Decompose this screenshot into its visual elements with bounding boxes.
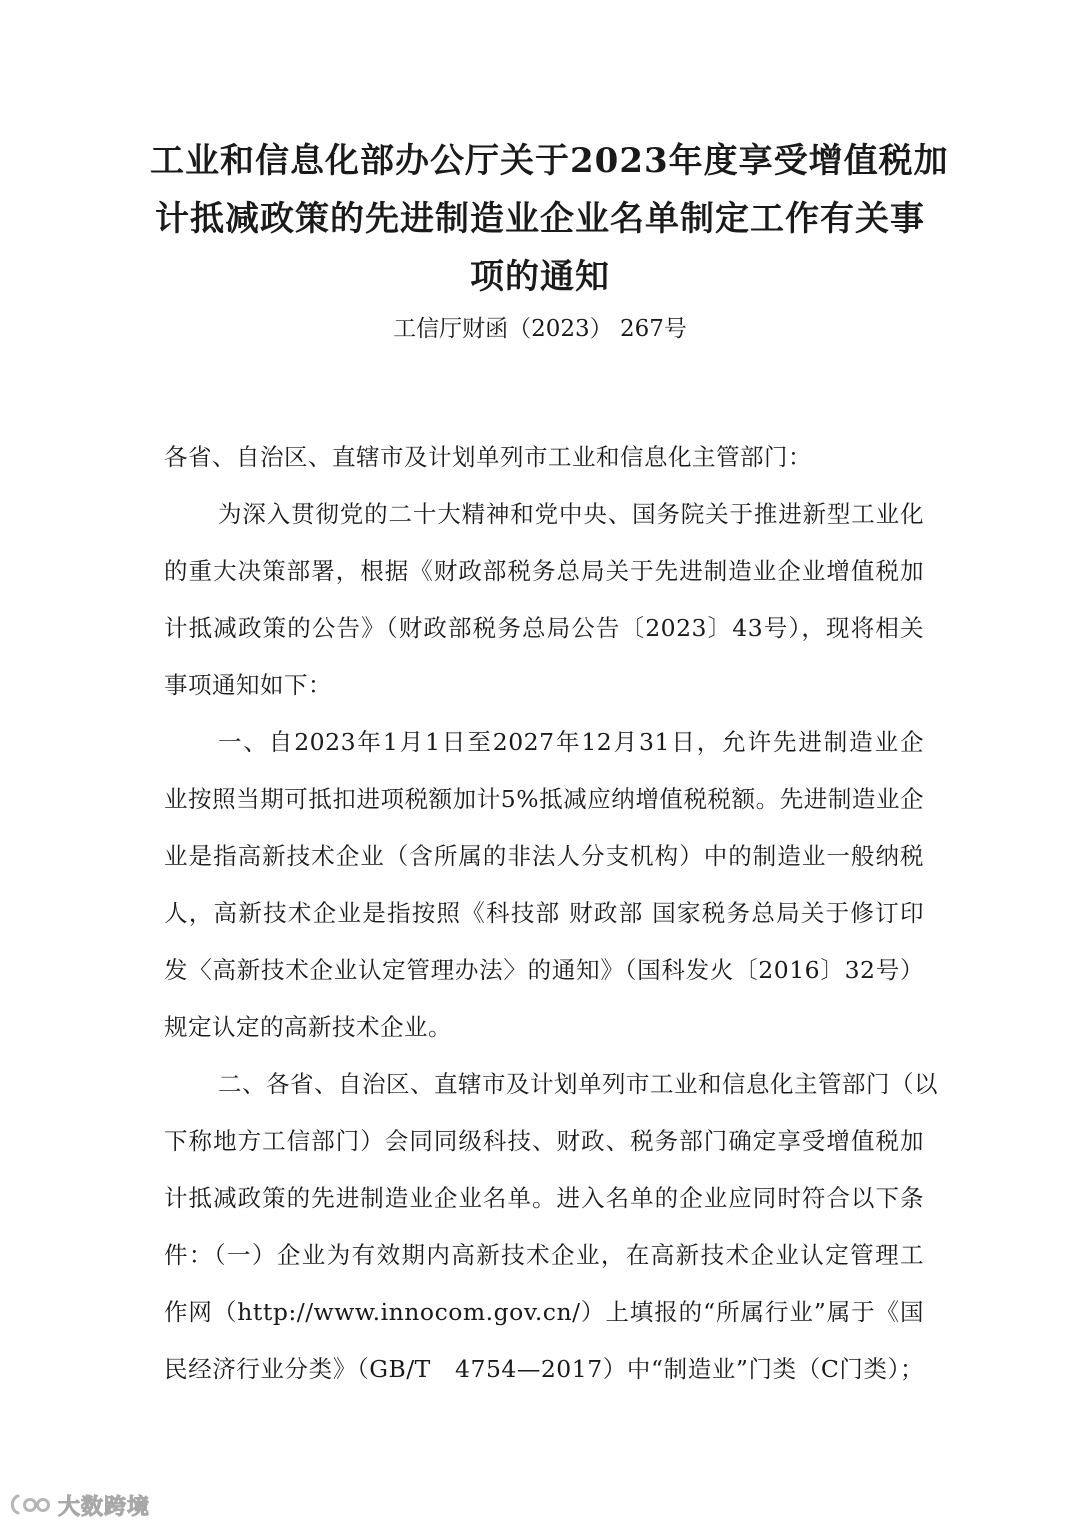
title-line: 项的通知 [470,257,610,297]
body-line: 计抵减政策的公告》（财政部税务总局公告〔2023〕43号），现将相关 [164,614,924,642]
watermark [8,1488,150,1522]
body-line: 件：（一）企业为有效期内高新技术企业，在高新技术企业认定管理工 [164,1241,924,1269]
body-line: 业按照当期可抵扣进项税额加计5%抵减应纳增值税税额。先进制造业企 [164,785,924,813]
document-title [150,132,949,306]
body-line: 作网（http://www.innocom.gov.cn/）上填报的“所属行业”属于《国 [164,1298,924,1326]
watermark-text: 大数跨境 [58,1494,151,1520]
body-line: 计抵减政策的先进制造业企业名单。进入名单的企业应同时符合以下条 [164,1184,924,1212]
body-line: 一、自2023年1月1日至2027年12月31日，允许先进制造业企 [218,728,924,756]
body-line: 下称地方工信部门）会同同级科技、财政、税务部门确定享受增值税加 [164,1127,924,1155]
addressee-line: 各省、自治区、直辖市及计划单列市工业和信息化主管部门： [164,443,812,471]
body-line: 的重大决策部署，根据《财政部税务总局关于先进制造业企业增值税加 [164,557,924,585]
body-line: 业是指高新技术企业（含所属的非法人分支机构）中的制造业一般纳税 [164,842,924,870]
body-line: 人，高新技术企业是指按照《科技部 财政部 国家税务总局关于修订印 [164,899,924,927]
body-line: 规定认定的高新技术企业。 [164,1013,452,1041]
body-line: 二、各省、自治区、直辖市及计划单列市工业和信息化主管部门（以 [218,1070,938,1098]
document-number: 工信厅财函（2023） 267号 [393,316,687,342]
title-line: 计抵减政策的先进制造业企业名单制定工作有关事 [155,199,925,239]
title-line: 工业和信息化部办公厅关于2023年度享受增值税加 [150,141,949,181]
body-line: 为深入贯彻党的二十大精神和党中央、国务院关于推进新型工业化 [218,500,924,528]
body-line: 民经济行业分类》（GB/T 4754—2017）中“制造业”门类（C门类）； [164,1355,924,1383]
body-line: 事项通知如下： [164,671,332,699]
brand-logo-icon [8,1492,54,1518]
body-line: 发〈高新技术企业认定管理办法〉的通知》（国科发火〔2016〕32号） [164,956,924,984]
